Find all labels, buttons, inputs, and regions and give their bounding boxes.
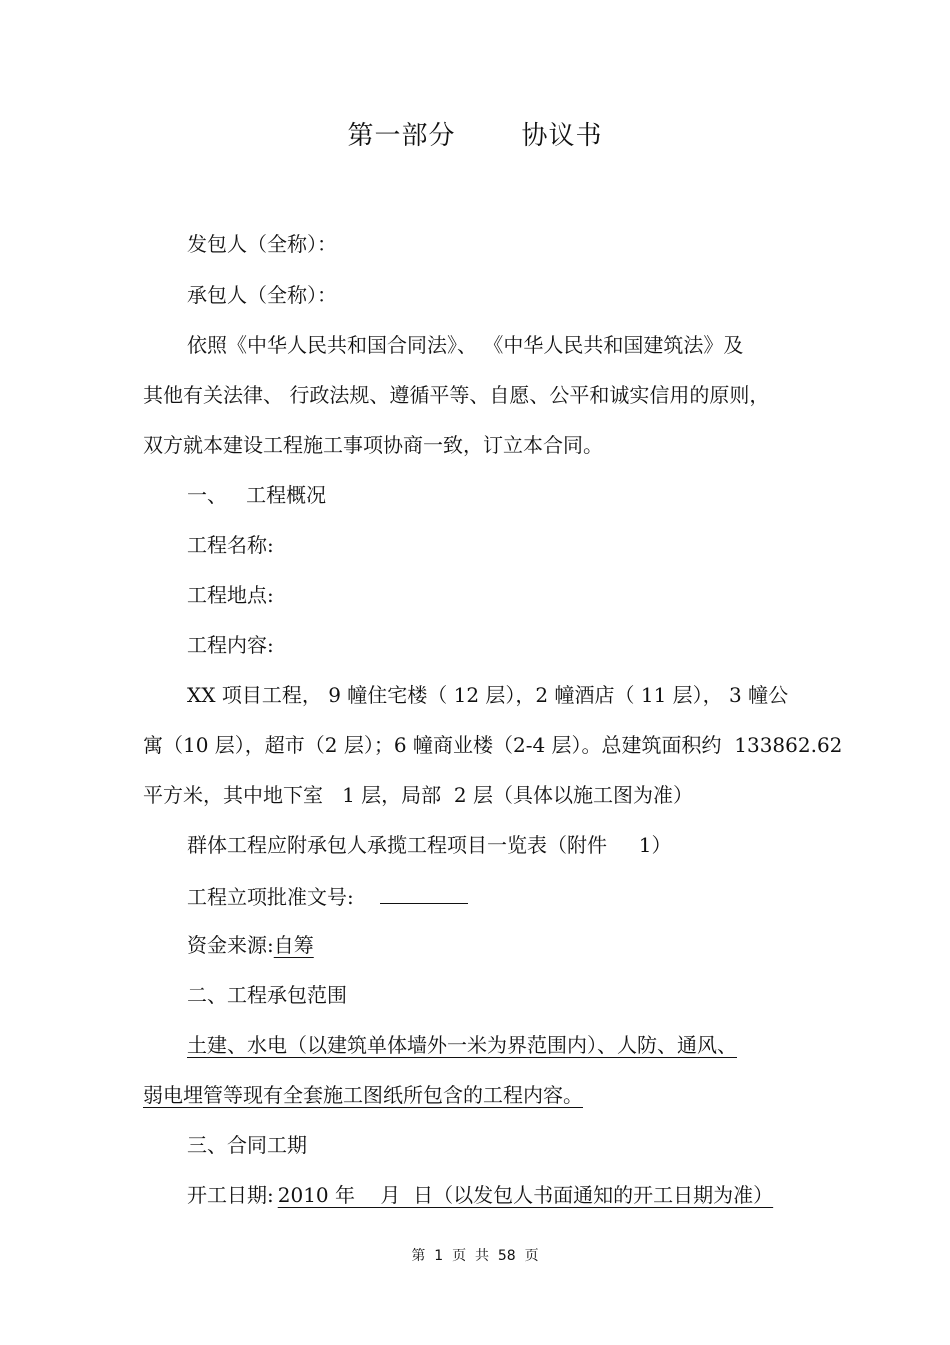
scope-line-2: 弱电埋管等现有全套施工图纸所包含的工程内容。: [143, 1083, 583, 1107]
document-title: [0, 118, 950, 154]
title-name: 协议书: [521, 121, 603, 151]
section-1-heading: 一、 工程概况: [187, 483, 327, 507]
section-3-heading: 三、合同工期: [187, 1133, 307, 1157]
content-line-1: XX 项目工程， 9 幢住宅楼（ 12 层），2 幢酒店（ 11 层）， 3 幢公: [187, 683, 789, 707]
project-location-label: 工程地点:: [187, 583, 274, 607]
scope-line-1-row: [187, 1031, 785, 1059]
approval-number-blank: [380, 881, 468, 904]
content-line-2: 寓（10 层），超市（2 层）；6 幢商业楼（2-4 层）。总建筑面积约 133862.62: [143, 733, 843, 757]
approval-number-row: [187, 881, 468, 911]
funding-value: 自筹: [273, 933, 314, 957]
preamble-line-1: 依照《中华人民共和国合同法》、 《中华人民共和国建筑法》及: [187, 333, 744, 357]
title-part: 第一部分: [347, 121, 456, 151]
project-name-label: 工程名称:: [187, 533, 274, 557]
section-2-heading: 二、工程承包范围: [187, 983, 347, 1007]
preamble-line-2: 其他有关法律、 行政法规、遵循平等、自愿、公平和诚实信用的原则，: [143, 383, 770, 407]
scope-line-2-row: [143, 1081, 627, 1109]
content-line-3: 平方米，其中地下室 1 层，局部 2 层（具体以施工图为准）: [143, 783, 693, 807]
approval-number-label: 工程立项批准文号:: [187, 885, 354, 909]
preamble-line-3: 双方就本建设工程施工事项协商一致，订立本合同。: [143, 433, 603, 457]
funding-label: 资金来源:: [187, 933, 274, 957]
funding-row: [187, 931, 328, 959]
group-project-note: 群体工程应附承包人承揽工程项目一览表（附件 1）: [187, 833, 672, 857]
contractor-label: 承包人（全称）：: [187, 283, 337, 307]
start-date-value: 2010 年 月 日（以发包人书面通知的开工日期为准）: [277, 1183, 774, 1207]
scope-line-1: 土建、水电（以建筑单体墙外一米为界范围内）、人防、通风、: [187, 1033, 737, 1057]
start-date-label: 开工日期:: [187, 1183, 274, 1207]
page-footer: 第 1 页 共 58 页: [411, 1248, 539, 1264]
start-date-row: [187, 1181, 791, 1209]
employer-label: 发包人（全称）：: [187, 232, 337, 256]
project-content-label: 工程内容:: [187, 633, 274, 657]
